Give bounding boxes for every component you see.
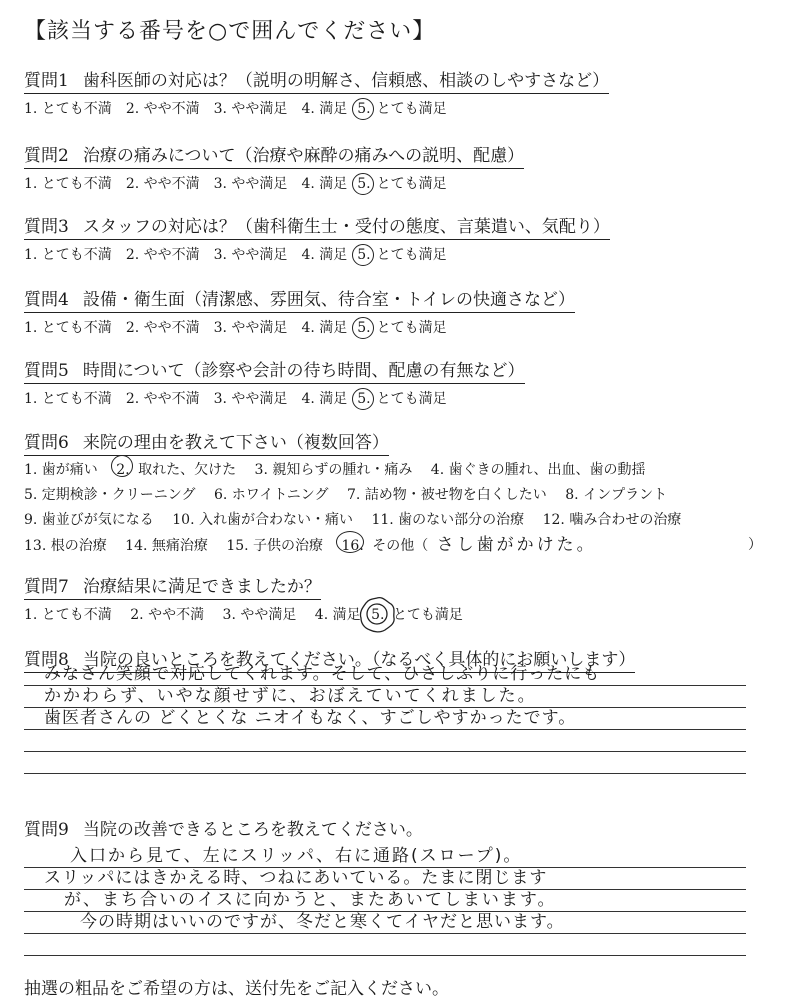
- improvement-text: スリッパにはきかえる時、つねにあいている。たまに閉じます: [44, 868, 548, 888]
- rating-option-5-selected[interactable]: 5.: [357, 391, 371, 407]
- reason-row: [24, 508, 681, 533]
- reason-options: [24, 458, 762, 559]
- question-title: 質問7 治療結果に満足できましたか？: [24, 572, 321, 600]
- answer-line: [24, 708, 746, 730]
- rating-options: [24, 388, 525, 408]
- answer-line: [24, 934, 746, 956]
- rating-option-5-label: とても満足: [376, 247, 447, 263]
- improvement-answer-area[interactable]: [24, 846, 746, 956]
- rating-option-5-selected[interactable]: 5.: [357, 320, 371, 336]
- reason-option-label: 取れた、欠けた: [138, 462, 237, 478]
- reason-option[interactable]: 13. 根の治療: [24, 538, 107, 554]
- reason-option[interactable]: 7. 詰め物・被せ物を白くしたい: [347, 487, 547, 503]
- footer-note: 抽選の粗品をご希望の方は、送付先をご記入ください。: [24, 979, 449, 999]
- reason-option[interactable]: 12. 噛み合わせの治療: [542, 512, 682, 528]
- reason-option[interactable]: 5. 定期検診・クリーニング: [24, 487, 196, 503]
- rating-option-1[interactable]: 1. とても不満: [24, 320, 112, 336]
- answer-line: [24, 912, 746, 934]
- rating-options: [24, 244, 610, 264]
- rating-option-5-selected[interactable]: 5.: [357, 101, 371, 117]
- rating-option-5-selected[interactable]: 5.: [357, 247, 371, 263]
- reason-other-close: ）: [748, 537, 762, 553]
- reason-option[interactable]: 1. 歯が痛い: [24, 462, 98, 478]
- question-title: 質問9 当院の改善できるところを教えてください。: [24, 820, 423, 840]
- rating-option-3[interactable]: 3. やや満足: [213, 101, 288, 117]
- rating-option-2[interactable]: 2. やや不満: [125, 176, 200, 192]
- rating-option-5-label: とても満足: [376, 176, 447, 192]
- reason-row: [24, 533, 762, 559]
- reason-option-selected[interactable]: 2.: [116, 458, 129, 483]
- rating-option-5-label: とても満足: [392, 607, 463, 623]
- rating-options: [24, 98, 609, 118]
- good-points-text: かかわらず、いやな顔せずに、おぼえていてくれました。: [44, 686, 537, 706]
- rating-options: [24, 317, 575, 337]
- improvement-text: 今の時期はいいのですが、冬だと寒くてイヤだと思います。: [80, 912, 565, 932]
- question-9: [24, 815, 423, 842]
- rating-option-4[interactable]: 4. 満足: [301, 101, 348, 117]
- rating-option-1[interactable]: 1. とても不満: [24, 607, 112, 623]
- question-title: 質問5 時間について（診察や会計の待ち時間、配慮の有無など）: [24, 356, 525, 384]
- rating-option-5-label: とても満足: [376, 391, 447, 407]
- question-1: [24, 66, 609, 118]
- reason-other-label: その他（: [372, 538, 429, 554]
- rating-option-4[interactable]: 4. 満足: [301, 391, 348, 407]
- rating-option-1[interactable]: 1. とても不満: [24, 247, 112, 263]
- reason-row: [24, 458, 681, 483]
- rating-options: [24, 604, 477, 624]
- rating-option-2[interactable]: 2. やや不満: [125, 320, 200, 336]
- good-points-text: 歯医者さんの どくとくな ニオイもなく、すごしやすかったです。: [44, 708, 577, 728]
- reason-option[interactable]: 11. 歯のない部分の治療: [371, 512, 525, 528]
- answer-line: [24, 730, 746, 752]
- rating-option-1[interactable]: 1. とても不満: [24, 391, 112, 407]
- reason-option[interactable]: 14. 無痛治療: [125, 538, 208, 554]
- question-2: [24, 141, 524, 193]
- rating-option-4[interactable]: 4. 満足: [314, 607, 361, 623]
- reason-option[interactable]: 9. 歯並びが気になる: [24, 512, 154, 528]
- question-title: 質問4 設備・衛生面（清潔感、雰囲気、待合室・トイレの快適さなど）: [24, 285, 575, 313]
- rating-option-5-label: とても満足: [376, 101, 447, 117]
- rating-option-3[interactable]: 3. やや満足: [213, 176, 288, 192]
- rating-option-1[interactable]: 1. とても不満: [24, 101, 112, 117]
- rating-option-5-selected[interactable]: 5.: [357, 176, 371, 192]
- question-4: [24, 285, 575, 337]
- answer-line: [24, 752, 746, 774]
- question-title: 質問3 スタッフの対応は？（歯科衛生士・受付の態度、言葉遣い、気配り）: [24, 212, 610, 240]
- reason-option[interactable]: 15. 子供の治療: [226, 538, 324, 554]
- question-title: 質問6 来院の理由を教えて下さい（複数回答）: [24, 428, 389, 456]
- rating-option-5-label: とても満足: [376, 320, 447, 336]
- improvement-text: が、まち合いのイスに向かうと、またあいてしまいます。: [64, 890, 557, 910]
- rating-option-2[interactable]: 2. やや不満: [125, 247, 200, 263]
- rating-option-1[interactable]: 1. とても不満: [24, 176, 112, 192]
- form-header: 【該当する番号を○で囲んでください】: [24, 19, 436, 44]
- question-title: 質問2 治療の痛みについて（治療や麻酔の痛みへの説明、配慮）: [24, 141, 524, 169]
- rating-option-4[interactable]: 4. 満足: [301, 176, 348, 192]
- question-6: [24, 428, 762, 559]
- rating-option-5-selected[interactable]: 5.: [371, 607, 384, 623]
- good-points-answer-area[interactable]: [24, 664, 746, 774]
- good-points-text: みなさん笑顔で対応してくれます。そして、ひさしぶりに行ったにも: [44, 664, 601, 684]
- question-5: [24, 356, 525, 408]
- reason-option-selected[interactable]: 16.: [342, 534, 364, 559]
- rating-option-4[interactable]: 4. 満足: [301, 320, 348, 336]
- rating-option-2[interactable]: 2. やや不満: [125, 101, 200, 117]
- reason-option[interactable]: 3. 親知らずの腫れ・痛み: [254, 462, 413, 478]
- improvement-text: 入口から見て、左にスリッパ、右に通路(スロープ)。: [70, 846, 523, 866]
- rating-option-3[interactable]: 3. やや満足: [213, 247, 288, 263]
- rating-option-2[interactable]: 2. やや不満: [130, 607, 205, 623]
- reason-other-answer[interactable]: さし歯がかけた。: [436, 535, 597, 555]
- rating-option-3[interactable]: 3. やや満足: [213, 320, 288, 336]
- question-7: [24, 572, 477, 624]
- reason-option[interactable]: 6. ホワイトニング: [213, 487, 329, 503]
- rating-option-4[interactable]: 4. 満足: [301, 247, 348, 263]
- rating-options: [24, 173, 524, 193]
- reason-option[interactable]: 10. 入れ歯が合わない・痛い: [172, 512, 353, 528]
- question-title: 質問1 歯科医師の対応は？（説明の明解さ、信頼感、相談のしやすさなど）: [24, 66, 609, 94]
- question-title: 質問8 当院の良いところを教えてください。（なるべく具体的にお願いします）: [24, 645, 635, 673]
- reason-option[interactable]: 8. インプラント: [565, 487, 668, 503]
- reason-option[interactable]: 4. 歯ぐきの腫れ、出血、歯の動揺: [430, 462, 646, 478]
- rating-option-3[interactable]: 3. やや満足: [222, 607, 297, 623]
- reason-row: [24, 483, 681, 508]
- question-3: [24, 212, 610, 264]
- rating-option-2[interactable]: 2. やや不満: [125, 391, 200, 407]
- rating-option-3[interactable]: 3. やや満足: [213, 391, 288, 407]
